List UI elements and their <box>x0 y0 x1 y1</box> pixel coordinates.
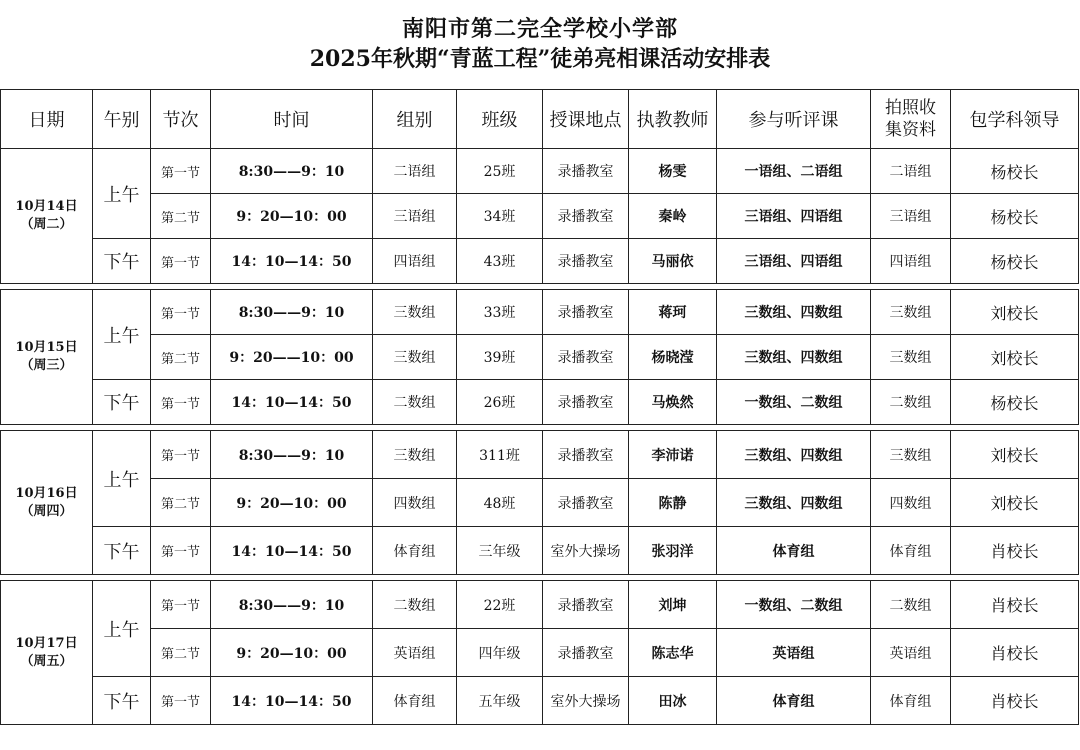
group-cell: 三语组 <box>373 194 457 239</box>
time-cell: 8:30——9：10 <box>211 290 373 335</box>
header-row <box>1 90 1079 149</box>
date-cell <box>1 581 93 725</box>
teacher-cell: 秦岭 <box>629 194 717 239</box>
header-period: 午别 <box>93 90 151 149</box>
group-cell: 二数组 <box>373 581 457 629</box>
leader-cell: 刘校长 <box>951 431 1079 479</box>
listen-cell: 一数组、二数组 <box>717 380 871 425</box>
teacher-cell: 陈志华 <box>629 629 717 677</box>
group-cell: 体育组 <box>373 677 457 725</box>
table-row <box>1 380 1079 425</box>
listen-cell: 英语组 <box>717 629 871 677</box>
class-cell: 三年级 <box>457 527 543 575</box>
class-cell: 25班 <box>457 149 543 194</box>
table-row <box>1 431 1079 479</box>
location-cell: 录播教室 <box>543 629 629 677</box>
period-am-cell: 上午 <box>93 290 151 380</box>
class-cell: 39班 <box>457 335 543 380</box>
location-cell: 录播教室 <box>543 335 629 380</box>
group-cell: 英语组 <box>373 629 457 677</box>
table-row <box>1 527 1079 575</box>
period-pm-cell: 下午 <box>93 677 151 725</box>
date-text: 10月16日 <box>15 485 78 501</box>
teacher-cell: 蒋珂 <box>629 290 717 335</box>
session-cell: 第一节 <box>151 290 211 335</box>
photo-cell: 四语组 <box>871 239 951 284</box>
header-leader: 包学科领导 <box>951 90 1079 149</box>
photo-cell: 三数组 <box>871 431 951 479</box>
header-teacher: 执教教师 <box>629 90 717 149</box>
class-cell: 34班 <box>457 194 543 239</box>
session-cell: 第二节 <box>151 194 211 239</box>
class-cell: 33班 <box>457 290 543 335</box>
leader-cell: 肖校长 <box>951 527 1079 575</box>
header-photo-line2: 集资料 <box>885 120 936 140</box>
title-block <box>0 0 1080 90</box>
class-cell: 48班 <box>457 479 543 527</box>
group-cell: 三数组 <box>373 431 457 479</box>
location-cell: 录播教室 <box>543 239 629 284</box>
group-cell: 二语组 <box>373 149 457 194</box>
date-text: 10月17日 <box>15 635 78 651</box>
photo-cell: 四数组 <box>871 479 951 527</box>
session-cell: 第一节 <box>151 239 211 284</box>
leader-cell: 刘校长 <box>951 290 1079 335</box>
group-cell: 体育组 <box>373 527 457 575</box>
period-am-cell: 上午 <box>93 581 151 677</box>
session-cell: 第一节 <box>151 677 211 725</box>
group-cell: 二数组 <box>373 380 457 425</box>
location-cell: 录播教室 <box>543 290 629 335</box>
schedule-title: 2025年秋期“青蓝工程”徒弟亮相课活动安排表 <box>309 46 771 72</box>
group-cell: 四语组 <box>373 239 457 284</box>
leader-cell: 杨校长 <box>951 149 1079 194</box>
time-cell: 14：10—14：50 <box>211 677 373 725</box>
leader-cell: 肖校长 <box>951 629 1079 677</box>
header-session: 节次 <box>151 90 211 149</box>
listen-cell: 体育组 <box>717 677 871 725</box>
school-title: 南阳市第二完全学校小学部 <box>401 16 678 42</box>
time-cell: 14：10—14：50 <box>211 239 373 284</box>
session-cell: 第一节 <box>151 380 211 425</box>
date-text: 10月15日 <box>15 340 78 355</box>
class-cell: 26班 <box>457 380 543 425</box>
period-pm-cell: 下午 <box>93 239 151 284</box>
schedule-table <box>0 89 1079 725</box>
location-cell: 室外大操场 <box>543 677 629 725</box>
period-am-cell: 上午 <box>93 431 151 527</box>
leader-cell: 杨校长 <box>951 380 1079 425</box>
header-listen: 参与听评课 <box>717 90 871 149</box>
teacher-cell: 杨雯 <box>629 149 717 194</box>
class-cell: 311班 <box>457 431 543 479</box>
header-group: 组别 <box>373 90 457 149</box>
photo-cell: 二数组 <box>871 380 951 425</box>
listen-cell: 三语组、四语组 <box>717 194 871 239</box>
listen-cell: 三数组、四数组 <box>717 335 871 380</box>
location-cell: 录播教室 <box>543 581 629 629</box>
location-cell: 录播教室 <box>543 431 629 479</box>
weekday-text: （周四） <box>20 503 73 519</box>
photo-cell: 三数组 <box>871 290 951 335</box>
leader-cell: 肖校长 <box>951 581 1079 629</box>
time-cell: 9：20—10：00 <box>211 629 373 677</box>
header-location: 授课地点 <box>543 90 629 149</box>
session-cell: 第一节 <box>151 431 211 479</box>
teacher-cell: 田冰 <box>629 677 717 725</box>
table-row <box>1 581 1079 629</box>
teacher-cell: 张羽洋 <box>629 527 717 575</box>
weekday-text: （周二） <box>20 217 73 232</box>
table-row <box>1 335 1079 380</box>
photo-cell: 二数组 <box>871 581 951 629</box>
session-cell: 第一节 <box>151 527 211 575</box>
listen-cell: 三数组、四数组 <box>717 290 871 335</box>
session-cell: 第一节 <box>151 581 211 629</box>
header-time: 时间 <box>211 90 373 149</box>
table-row <box>1 629 1079 677</box>
table-row <box>1 479 1079 527</box>
listen-cell: 三语组、四语组 <box>717 239 871 284</box>
location-cell: 录播教室 <box>543 149 629 194</box>
period-pm-cell: 下午 <box>93 380 151 425</box>
photo-cell: 二语组 <box>871 149 951 194</box>
table-row <box>1 290 1079 335</box>
session-cell: 第二节 <box>151 335 211 380</box>
period-am-cell: 上午 <box>93 149 151 239</box>
time-cell: 14：10—14：50 <box>211 527 373 575</box>
period-pm-cell: 下午 <box>93 527 151 575</box>
photo-cell: 英语组 <box>871 629 951 677</box>
session-cell: 第一节 <box>151 149 211 194</box>
teacher-cell: 马焕然 <box>629 380 717 425</box>
session-cell: 第二节 <box>151 629 211 677</box>
session-cell: 第二节 <box>151 479 211 527</box>
group-cell: 四数组 <box>373 479 457 527</box>
teacher-cell: 刘坤 <box>629 581 717 629</box>
group-cell: 三数组 <box>373 290 457 335</box>
location-cell: 录播教室 <box>543 194 629 239</box>
schedule-body <box>1 149 1079 725</box>
header-photo <box>871 90 951 149</box>
listen-cell: 一语组、二语组 <box>717 149 871 194</box>
photo-cell: 体育组 <box>871 677 951 725</box>
teacher-cell: 杨晓滢 <box>629 335 717 380</box>
time-cell: 8:30——9：10 <box>211 431 373 479</box>
class-cell: 五年级 <box>457 677 543 725</box>
weekday-text: （周三） <box>20 358 73 373</box>
location-cell: 录播教室 <box>543 479 629 527</box>
weekday-text: （周五） <box>20 653 73 669</box>
teacher-cell: 陈静 <box>629 479 717 527</box>
teacher-cell: 李沛诺 <box>629 431 717 479</box>
date-cell <box>1 149 93 284</box>
leader-cell: 刘校长 <box>951 335 1079 380</box>
date-cell <box>1 290 93 425</box>
photo-cell: 三语组 <box>871 194 951 239</box>
photo-cell: 三数组 <box>871 335 951 380</box>
time-cell: 14：10—14：50 <box>211 380 373 425</box>
date-cell <box>1 431 93 575</box>
time-cell: 8:30——9：10 <box>211 581 373 629</box>
listen-cell: 三数组、四数组 <box>717 479 871 527</box>
time-cell: 9：20——10：00 <box>211 335 373 380</box>
leader-cell: 肖校长 <box>951 677 1079 725</box>
class-cell: 四年级 <box>457 629 543 677</box>
group-cell: 三数组 <box>373 335 457 380</box>
photo-cell: 体育组 <box>871 527 951 575</box>
leader-cell: 刘校长 <box>951 479 1079 527</box>
location-cell: 室外大操场 <box>543 527 629 575</box>
time-cell: 8:30——9：10 <box>211 149 373 194</box>
teacher-cell: 马丽依 <box>629 239 717 284</box>
header-date: 日期 <box>1 90 93 149</box>
header-photo-line1: 拍照收 <box>885 98 936 118</box>
table-row <box>1 239 1079 284</box>
table-row <box>1 194 1079 239</box>
header-class: 班级 <box>457 90 543 149</box>
table-row <box>1 149 1079 194</box>
class-cell: 43班 <box>457 239 543 284</box>
table-row <box>1 677 1079 725</box>
location-cell: 录播教室 <box>543 380 629 425</box>
class-cell: 22班 <box>457 581 543 629</box>
listen-cell: 三数组、四数组 <box>717 431 871 479</box>
leader-cell: 杨校长 <box>951 239 1079 284</box>
listen-cell: 一数组、二数组 <box>717 581 871 629</box>
date-text: 10月14日 <box>15 199 78 214</box>
time-cell: 9：20—10：00 <box>211 194 373 239</box>
time-cell: 9：20—10：00 <box>211 479 373 527</box>
listen-cell: 体育组 <box>717 527 871 575</box>
leader-cell: 杨校长 <box>951 194 1079 239</box>
